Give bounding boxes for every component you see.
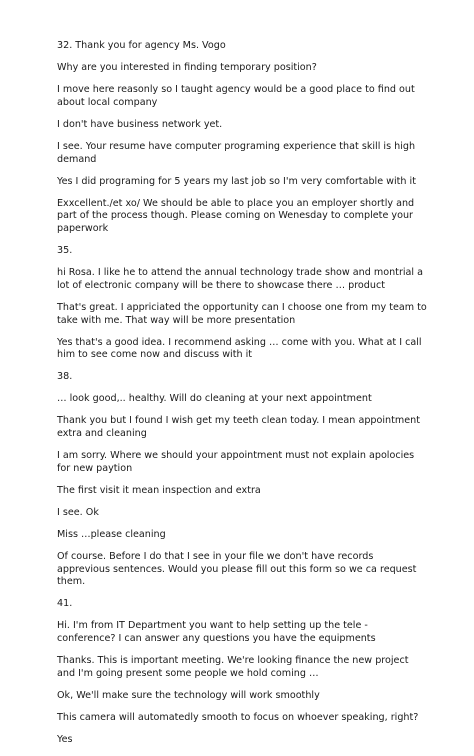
- paragraph-21: Hi. I'm from IT Department you want to help setting up the tele - conference? I can answer any questions you have the equipments: [57, 620, 376, 645]
- paragraph-19: Of course. Before I do that I see in your file we don't have records apprevious sentences. Would you please fill out this form so we ca request them.: [57, 550, 417, 588]
- paragraph-18: Miss …please cleaning: [57, 528, 166, 540]
- paragraph-1: 32. Thank you for agency Ms. Vogo: [57, 40, 226, 51]
- section-number-41: 41.: [57, 598, 73, 610]
- section-number-38: 38.: [57, 371, 73, 383]
- paragraph-3: I move here reasonly so I taught agency would be a good place to find out about local company: [57, 83, 415, 108]
- paragraph-24: This camera will automatedly smooth to focus on whoever speaking, right?: [57, 712, 419, 723]
- paragraph-23: Ok, We'll make sure the technology will work smoothly: [57, 690, 320, 702]
- paragraph-14: Thank you but I found I wish get my teeth clean today. I mean appointment extra and cleaning: [57, 415, 420, 440]
- paragraph-2: Why are you interested in finding temporary position?: [57, 61, 317, 73]
- paragraph-10: That's great. I appriciated the opportunity can I choose one from my team to take with me. That way will be more presentation: [57, 301, 427, 326]
- paragraph-9: hi Rosa. I like he to attend the annual technology trade show and montrial a lot of electronic company will be there to showcase there … product: [57, 267, 424, 291]
- paragraph-22: Thanks. This is important meeting. We're looking finance the new project and I'm going present some people we hold coming …: [57, 655, 409, 680]
- section-number-35: 35.: [57, 245, 73, 257]
- paragraph-16: The first visit it mean inspection and extra: [57, 484, 261, 496]
- paragraph-4: I don't have business network yet.: [57, 118, 223, 130]
- document-page: [57, 40, 427, 756]
- paragraph-6: Yes I did programing for 5 years my last job so I'm very comfortable with it: [57, 175, 416, 187]
- paragraph-11: Yes that's a good idea. I recommend asking … come with you. What at I call him to see come now and discuss with it: [57, 336, 422, 361]
- paragraph-15: I am sorry. Where we should your appointment must not explain apolocies for new paytion: [57, 450, 415, 474]
- paragraph-17: I see. Ok: [57, 506, 99, 518]
- paragraph-7: Exxcellent./et xo/ We should be able to place you an employer shortly and part of the process though. Please coming on Wenesday to complete your paperwork: [57, 197, 415, 235]
- paragraph-25: Yes: [57, 733, 73, 745]
- paragraph-5: I see. Your resume have computer programing experience that skill is high demand: [57, 140, 416, 165]
- paragraph-13: … look good,.. healthy. Will do cleaning at your next appointment: [57, 393, 372, 405]
